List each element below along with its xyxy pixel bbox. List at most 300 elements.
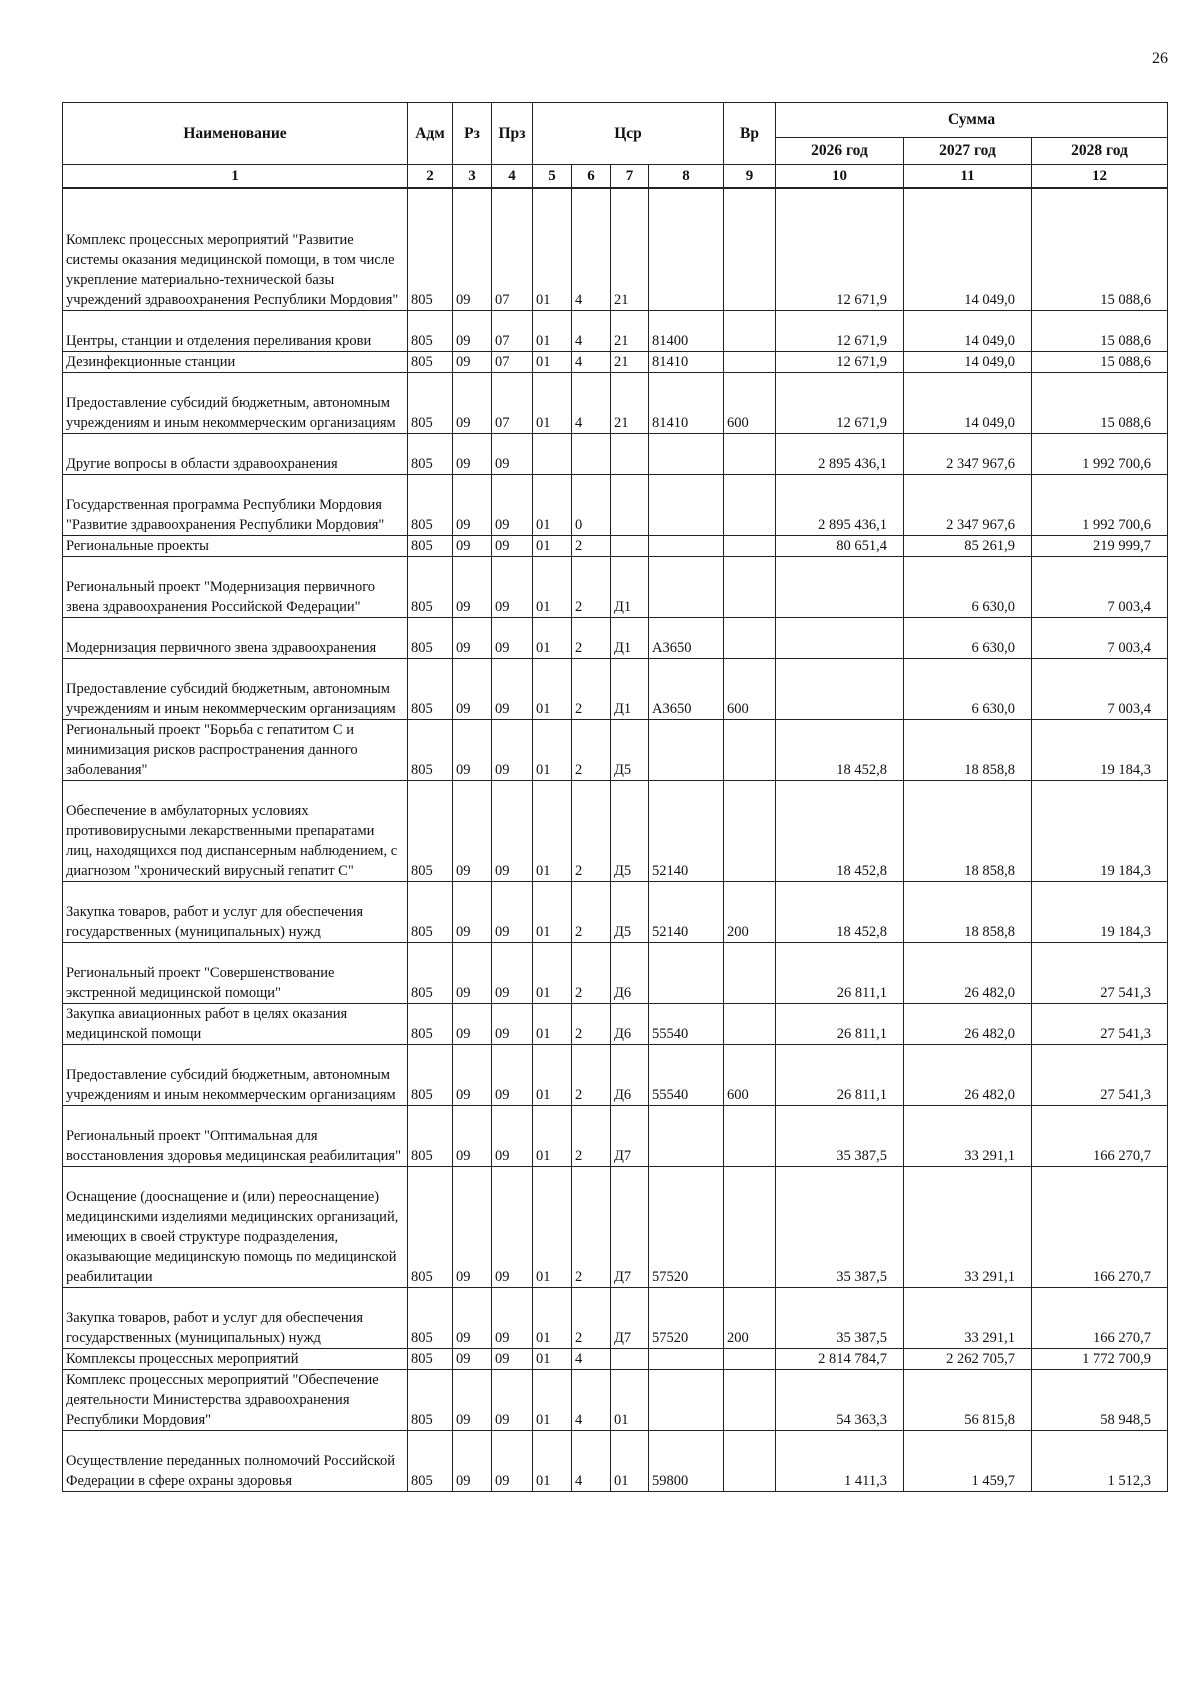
csr-part4-cell: 55540	[649, 1044, 724, 1105]
table-row	[63, 942, 1168, 1003]
adm-cell: 805	[408, 617, 453, 658]
row-name: Обеспечение в амбулаторных условиях противовирусными лекарственными препаратами лиц, находящихся под диспансерным наблюдением, с диагнозом "хронический вирусный гепатит С"	[63, 780, 408, 881]
row-name: Закупка товаров, работ и услуг для обеспечения государственных (муниципальных) нужд	[63, 1287, 408, 1348]
table-row	[63, 1369, 1168, 1430]
csr-part3-cell	[611, 433, 649, 474]
csr-part1-cell: 01	[533, 351, 572, 372]
csr-part1-cell: 01	[533, 1105, 572, 1166]
adm-cell: 805	[408, 556, 453, 617]
rz-cell: 09	[453, 310, 492, 351]
row-name: Региональный проект "Оптимальная для восстановления здоровья медицинская реабилитация"	[63, 1105, 408, 1166]
column-number: 9	[724, 165, 776, 189]
vr-cell	[724, 188, 776, 310]
row-name: Предоставление субсидий бюджетным, автономным учреждениям и иным некоммерческим организациям	[63, 372, 408, 433]
adm-cell: 805	[408, 780, 453, 881]
sum-2026-cell: 26 811,1	[776, 942, 904, 1003]
csr-part2-cell: 2	[572, 1105, 611, 1166]
header-year-2028: 2028 год	[1032, 138, 1168, 165]
prz-cell: 09	[492, 1105, 533, 1166]
csr-part3-cell	[611, 1348, 649, 1369]
csr-part2-cell: 4	[572, 1369, 611, 1430]
sum-2026-cell: 12 671,9	[776, 351, 904, 372]
header-sum: Сумма	[776, 103, 1168, 138]
csr-part1-cell: 01	[533, 881, 572, 942]
csr-part4-cell: А3650	[649, 658, 724, 719]
csr-part3-cell: 01	[611, 1369, 649, 1430]
sum-2027-cell: 18 858,8	[904, 881, 1032, 942]
row-name: Региональный проект "Совершенствование экстренной медицинской помощи"	[63, 942, 408, 1003]
sum-2027-cell: 33 291,1	[904, 1287, 1032, 1348]
header-prz: Прз	[492, 103, 533, 165]
adm-cell: 805	[408, 942, 453, 1003]
adm-cell: 805	[408, 658, 453, 719]
adm-cell: 805	[408, 535, 453, 556]
sum-2027-cell: 2 347 967,6	[904, 474, 1032, 535]
rz-cell: 09	[453, 474, 492, 535]
row-name: Закупка товаров, работ и услуг для обеспечения государственных (муниципальных) нужд	[63, 881, 408, 942]
csr-part4-cell: 52140	[649, 881, 724, 942]
csr-part1-cell: 01	[533, 1348, 572, 1369]
csr-part2-cell: 4	[572, 351, 611, 372]
sum-2028-cell: 15 088,6	[1032, 372, 1168, 433]
sum-2027-cell: 2 262 705,7	[904, 1348, 1032, 1369]
vr-cell	[724, 1430, 776, 1491]
csr-part2-cell: 2	[572, 881, 611, 942]
budget-table	[62, 102, 1168, 1492]
csr-part2-cell: 2	[572, 719, 611, 780]
prz-cell: 09	[492, 1166, 533, 1287]
sum-2028-cell: 1 772 700,9	[1032, 1348, 1168, 1369]
rz-cell: 09	[453, 351, 492, 372]
csr-part1-cell: 01	[533, 1003, 572, 1044]
vr-cell	[724, 351, 776, 372]
prz-cell: 09	[492, 1430, 533, 1491]
sum-2027-cell: 14 049,0	[904, 372, 1032, 433]
csr-part4-cell: А3650	[649, 617, 724, 658]
csr-part2-cell: 2	[572, 780, 611, 881]
sum-2026-cell: 35 387,5	[776, 1287, 904, 1348]
sum-2027-cell: 14 049,0	[904, 351, 1032, 372]
sum-2028-cell: 58 948,5	[1032, 1369, 1168, 1430]
sum-2026-cell: 35 387,5	[776, 1166, 904, 1287]
sum-2027-cell: 26 482,0	[904, 1044, 1032, 1105]
adm-cell: 805	[408, 1369, 453, 1430]
prz-cell: 09	[492, 556, 533, 617]
sum-2028-cell: 7 003,4	[1032, 658, 1168, 719]
prz-cell: 09	[492, 881, 533, 942]
sum-2028-cell: 166 270,7	[1032, 1105, 1168, 1166]
sum-2028-cell: 166 270,7	[1032, 1287, 1168, 1348]
table-row	[63, 1430, 1168, 1491]
row-name: Государственная программа Республики Мордовия "Развитие здравоохранения Республики Мордовия"	[63, 474, 408, 535]
header-adm: Адм	[408, 103, 453, 165]
table-row	[63, 1166, 1168, 1287]
csr-part2-cell: 2	[572, 1003, 611, 1044]
prz-cell: 07	[492, 310, 533, 351]
sum-2028-cell: 27 541,3	[1032, 1044, 1168, 1105]
rz-cell: 09	[453, 556, 492, 617]
rz-cell: 09	[453, 1287, 492, 1348]
csr-part1-cell: 01	[533, 535, 572, 556]
csr-part1-cell: 01	[533, 658, 572, 719]
csr-part2-cell	[572, 433, 611, 474]
sum-2028-cell: 15 088,6	[1032, 310, 1168, 351]
adm-cell: 805	[408, 1044, 453, 1105]
sum-2028-cell: 19 184,3	[1032, 780, 1168, 881]
vr-cell: 600	[724, 372, 776, 433]
sum-2026-cell: 2 814 784,7	[776, 1348, 904, 1369]
csr-part2-cell: 4	[572, 372, 611, 433]
sum-2026-cell: 26 811,1	[776, 1003, 904, 1044]
csr-part2-cell: 4	[572, 310, 611, 351]
rz-cell: 09	[453, 535, 492, 556]
sum-2028-cell: 27 541,3	[1032, 942, 1168, 1003]
csr-part4-cell: 59800	[649, 1430, 724, 1491]
header-year-2027: 2027 год	[904, 138, 1032, 165]
vr-cell	[724, 310, 776, 351]
vr-cell	[724, 1105, 776, 1166]
row-name: Модернизация первичного звена здравоохранения	[63, 617, 408, 658]
csr-part1-cell: 01	[533, 1287, 572, 1348]
csr-part4-cell: 57520	[649, 1166, 724, 1287]
sum-2027-cell: 26 482,0	[904, 942, 1032, 1003]
rz-cell: 09	[453, 719, 492, 780]
vr-cell	[724, 535, 776, 556]
row-name: Предоставление субсидий бюджетным, автономным учреждениям и иным некоммерческим организациям	[63, 1044, 408, 1105]
sum-2028-cell: 19 184,3	[1032, 881, 1168, 942]
csr-part4-cell: 81400	[649, 310, 724, 351]
row-name: Оснащение (дооснащение и (или) переоснащение) медицинскими изделиями медицинских организаций, имеющих в своей структуре подразделения, оказывающие медицинскую помощь по медицинской реабилитации	[63, 1166, 408, 1287]
csr-part3-cell: Д5	[611, 719, 649, 780]
prz-cell: 09	[492, 1287, 533, 1348]
csr-part4-cell: 52140	[649, 780, 724, 881]
csr-part1-cell: 01	[533, 617, 572, 658]
vr-cell	[724, 719, 776, 780]
table-row	[63, 658, 1168, 719]
table-row	[63, 1003, 1168, 1044]
sum-2027-cell: 2 347 967,6	[904, 433, 1032, 474]
prz-cell: 09	[492, 474, 533, 535]
table-row	[63, 780, 1168, 881]
rz-cell: 09	[453, 1430, 492, 1491]
row-name: Комплекс процессных мероприятий "Обеспечение деятельности Министерства здравоохранения Республики Мордовия"	[63, 1369, 408, 1430]
rz-cell: 09	[453, 1369, 492, 1430]
csr-part1-cell: 01	[533, 780, 572, 881]
csr-part2-cell: 2	[572, 942, 611, 1003]
csr-part3-cell: 01	[611, 1430, 649, 1491]
prz-cell: 07	[492, 188, 533, 310]
table-row	[63, 881, 1168, 942]
table-row	[63, 556, 1168, 617]
csr-part2-cell: 4	[572, 188, 611, 310]
csr-part1-cell: 01	[533, 1430, 572, 1491]
sum-2027-cell: 85 261,9	[904, 535, 1032, 556]
header-name: Наименование	[63, 103, 408, 165]
vr-cell	[724, 474, 776, 535]
csr-part3-cell: 21	[611, 372, 649, 433]
row-name: Другие вопросы в области здравоохранения	[63, 433, 408, 474]
csr-part1-cell: 01	[533, 942, 572, 1003]
table-row	[63, 1287, 1168, 1348]
row-name: Предоставление субсидий бюджетным, автономным учреждениям и иным некоммерческим организациям	[63, 658, 408, 719]
adm-cell: 805	[408, 372, 453, 433]
csr-part3-cell: Д7	[611, 1105, 649, 1166]
csr-part3-cell: Д1	[611, 556, 649, 617]
column-number: 5	[533, 165, 572, 189]
csr-part1-cell: 01	[533, 556, 572, 617]
sum-2028-cell: 27 541,3	[1032, 1003, 1168, 1044]
sum-2026-cell: 18 452,8	[776, 881, 904, 942]
table-row	[63, 719, 1168, 780]
sum-2027-cell: 1 459,7	[904, 1430, 1032, 1491]
adm-cell: 805	[408, 1105, 453, 1166]
csr-part1-cell: 01	[533, 1166, 572, 1287]
csr-part4-cell	[649, 719, 724, 780]
header-rz: Рз	[453, 103, 492, 165]
vr-cell	[724, 1348, 776, 1369]
table-row	[63, 1105, 1168, 1166]
csr-part3-cell	[611, 474, 649, 535]
prz-cell: 07	[492, 351, 533, 372]
adm-cell: 805	[408, 1166, 453, 1287]
csr-part1-cell: 01	[533, 372, 572, 433]
csr-part4-cell: 55540	[649, 1003, 724, 1044]
sum-2026-cell: 35 387,5	[776, 1105, 904, 1166]
adm-cell: 805	[408, 1287, 453, 1348]
vr-cell: 600	[724, 658, 776, 719]
csr-part1-cell: 01	[533, 310, 572, 351]
row-name: Комплекс процессных мероприятий "Развитие системы оказания медицинской помощи, в том числе укрепление материально-технической базы учреждений здравоохранения Республики Мордовия"	[63, 188, 408, 310]
csr-part1-cell: 01	[533, 474, 572, 535]
sum-2026-cell: 2 895 436,1	[776, 474, 904, 535]
csr-part2-cell: 2	[572, 1044, 611, 1105]
csr-part1-cell	[533, 433, 572, 474]
sum-2028-cell: 7 003,4	[1032, 617, 1168, 658]
rz-cell: 09	[453, 1044, 492, 1105]
vr-cell	[724, 1003, 776, 1044]
prz-cell: 09	[492, 719, 533, 780]
csr-part3-cell: Д6	[611, 1044, 649, 1105]
header-csr: Цср	[533, 103, 724, 165]
adm-cell: 805	[408, 188, 453, 310]
rz-cell: 09	[453, 1166, 492, 1287]
adm-cell: 805	[408, 474, 453, 535]
row-name: Региональные проекты	[63, 535, 408, 556]
prz-cell: 09	[492, 1369, 533, 1430]
sum-2028-cell: 1 512,3	[1032, 1430, 1168, 1491]
csr-part3-cell: Д1	[611, 658, 649, 719]
vr-cell	[724, 617, 776, 658]
sum-2026-cell	[776, 556, 904, 617]
row-name: Комплексы процессных мероприятий	[63, 1348, 408, 1369]
rz-cell: 09	[453, 433, 492, 474]
row-name: Осуществление переданных полномочий Российской Федерации в сфере охраны здоровья	[63, 1430, 408, 1491]
rz-cell: 09	[453, 780, 492, 881]
csr-part3-cell: Д6	[611, 942, 649, 1003]
sum-2026-cell: 1 411,3	[776, 1430, 904, 1491]
adm-cell: 805	[408, 351, 453, 372]
csr-part4-cell	[649, 474, 724, 535]
csr-part2-cell: 2	[572, 535, 611, 556]
column-number: 7	[611, 165, 649, 189]
csr-part4-cell	[649, 188, 724, 310]
header-vr: Вр	[724, 103, 776, 165]
rz-cell: 09	[453, 942, 492, 1003]
csr-part2-cell: 2	[572, 1166, 611, 1287]
adm-cell: 805	[408, 719, 453, 780]
csr-part3-cell: Д1	[611, 617, 649, 658]
row-name: Дезинфекционные станции	[63, 351, 408, 372]
vr-cell	[724, 556, 776, 617]
sum-2028-cell: 15 088,6	[1032, 188, 1168, 310]
csr-part4-cell	[649, 556, 724, 617]
sum-2028-cell: 19 184,3	[1032, 719, 1168, 780]
sum-2027-cell: 56 815,8	[904, 1369, 1032, 1430]
sum-2027-cell: 14 049,0	[904, 310, 1032, 351]
prz-cell: 09	[492, 1003, 533, 1044]
rz-cell: 09	[453, 372, 492, 433]
sum-2027-cell: 26 482,0	[904, 1003, 1032, 1044]
column-number: 4	[492, 165, 533, 189]
sum-2026-cell: 54 363,3	[776, 1369, 904, 1430]
sum-2026-cell: 18 452,8	[776, 780, 904, 881]
sum-2026-cell: 12 671,9	[776, 188, 904, 310]
table-row	[63, 1044, 1168, 1105]
csr-part3-cell: 21	[611, 188, 649, 310]
prz-cell: 09	[492, 433, 533, 474]
csr-part3-cell: Д5	[611, 881, 649, 942]
csr-part3-cell: Д6	[611, 1003, 649, 1044]
column-number: 8	[649, 165, 724, 189]
sum-2026-cell	[776, 617, 904, 658]
table-row	[63, 617, 1168, 658]
csr-part2-cell: 2	[572, 617, 611, 658]
csr-part4-cell	[649, 942, 724, 1003]
row-name: Региональный проект "Модернизация первичного звена здравоохранения Российской Федерации"	[63, 556, 408, 617]
column-number: 10	[776, 165, 904, 189]
column-number: 2	[408, 165, 453, 189]
column-number: 1	[63, 165, 408, 189]
sum-2027-cell: 18 858,8	[904, 780, 1032, 881]
prz-cell: 09	[492, 1044, 533, 1105]
table-body	[63, 188, 1168, 1491]
csr-part4-cell: 81410	[649, 372, 724, 433]
table-row	[63, 1348, 1168, 1369]
csr-part4-cell: 81410	[649, 351, 724, 372]
rz-cell: 09	[453, 1348, 492, 1369]
vr-cell	[724, 942, 776, 1003]
sum-2028-cell: 166 270,7	[1032, 1166, 1168, 1287]
rz-cell: 09	[453, 1105, 492, 1166]
sum-2026-cell: 80 651,4	[776, 535, 904, 556]
vr-cell: 600	[724, 1044, 776, 1105]
sum-2028-cell: 1 992 700,6	[1032, 433, 1168, 474]
sum-2028-cell: 15 088,6	[1032, 351, 1168, 372]
sum-2027-cell: 6 630,0	[904, 658, 1032, 719]
csr-part4-cell: 57520	[649, 1287, 724, 1348]
csr-part2-cell: 4	[572, 1430, 611, 1491]
csr-part3-cell: 21	[611, 351, 649, 372]
column-number: 12	[1032, 165, 1168, 189]
csr-part3-cell	[611, 535, 649, 556]
csr-part2-cell: 0	[572, 474, 611, 535]
csr-part4-cell	[649, 1369, 724, 1430]
sum-2027-cell: 18 858,8	[904, 719, 1032, 780]
adm-cell: 805	[408, 1430, 453, 1491]
row-name: Центры, станции и отделения переливания крови	[63, 310, 408, 351]
prz-cell: 09	[492, 1348, 533, 1369]
vr-cell	[724, 433, 776, 474]
adm-cell: 805	[408, 1003, 453, 1044]
adm-cell: 805	[408, 881, 453, 942]
csr-part3-cell: 21	[611, 310, 649, 351]
rz-cell: 09	[453, 658, 492, 719]
vr-cell	[724, 1369, 776, 1430]
column-number: 3	[453, 165, 492, 189]
prz-cell: 09	[492, 617, 533, 658]
csr-part4-cell	[649, 535, 724, 556]
sum-2027-cell: 33 291,1	[904, 1105, 1032, 1166]
prz-cell: 09	[492, 780, 533, 881]
table-row	[63, 372, 1168, 433]
csr-part4-cell	[649, 433, 724, 474]
table-row	[63, 535, 1168, 556]
rz-cell: 09	[453, 617, 492, 658]
vr-cell: 200	[724, 881, 776, 942]
rz-cell: 09	[453, 188, 492, 310]
row-name: Закупка авиационных работ в целях оказания медицинской помощи	[63, 1003, 408, 1044]
sum-2026-cell: 26 811,1	[776, 1044, 904, 1105]
header-year-2026: 2026 год	[776, 138, 904, 165]
csr-part4-cell	[649, 1348, 724, 1369]
sum-2028-cell: 1 992 700,6	[1032, 474, 1168, 535]
column-number-row	[63, 165, 1168, 189]
sum-2028-cell: 7 003,4	[1032, 556, 1168, 617]
table-row	[63, 433, 1168, 474]
csr-part1-cell: 01	[533, 1044, 572, 1105]
adm-cell: 805	[408, 433, 453, 474]
vr-cell	[724, 780, 776, 881]
vr-cell: 200	[724, 1287, 776, 1348]
csr-part1-cell: 01	[533, 1369, 572, 1430]
page-number: 26	[1152, 50, 1168, 67]
csr-part1-cell: 01	[533, 719, 572, 780]
table-row	[63, 351, 1168, 372]
vr-cell	[724, 1166, 776, 1287]
sum-2026-cell	[776, 658, 904, 719]
prz-cell: 09	[492, 658, 533, 719]
csr-part2-cell: 2	[572, 556, 611, 617]
sum-2028-cell: 219 999,7	[1032, 535, 1168, 556]
prz-cell: 09	[492, 535, 533, 556]
sum-2026-cell: 12 671,9	[776, 310, 904, 351]
csr-part1-cell: 01	[533, 188, 572, 310]
rz-cell: 09	[453, 1003, 492, 1044]
csr-part3-cell: Д7	[611, 1287, 649, 1348]
csr-part2-cell: 4	[572, 1348, 611, 1369]
csr-part4-cell	[649, 1105, 724, 1166]
column-number: 11	[904, 165, 1032, 189]
csr-part3-cell: Д7	[611, 1166, 649, 1287]
prz-cell: 09	[492, 942, 533, 1003]
sum-2026-cell: 12 671,9	[776, 372, 904, 433]
sum-2026-cell: 18 452,8	[776, 719, 904, 780]
sum-2027-cell: 33 291,1	[904, 1166, 1032, 1287]
rz-cell: 09	[453, 881, 492, 942]
sum-2027-cell: 6 630,0	[904, 617, 1032, 658]
csr-part2-cell: 2	[572, 658, 611, 719]
prz-cell: 07	[492, 372, 533, 433]
